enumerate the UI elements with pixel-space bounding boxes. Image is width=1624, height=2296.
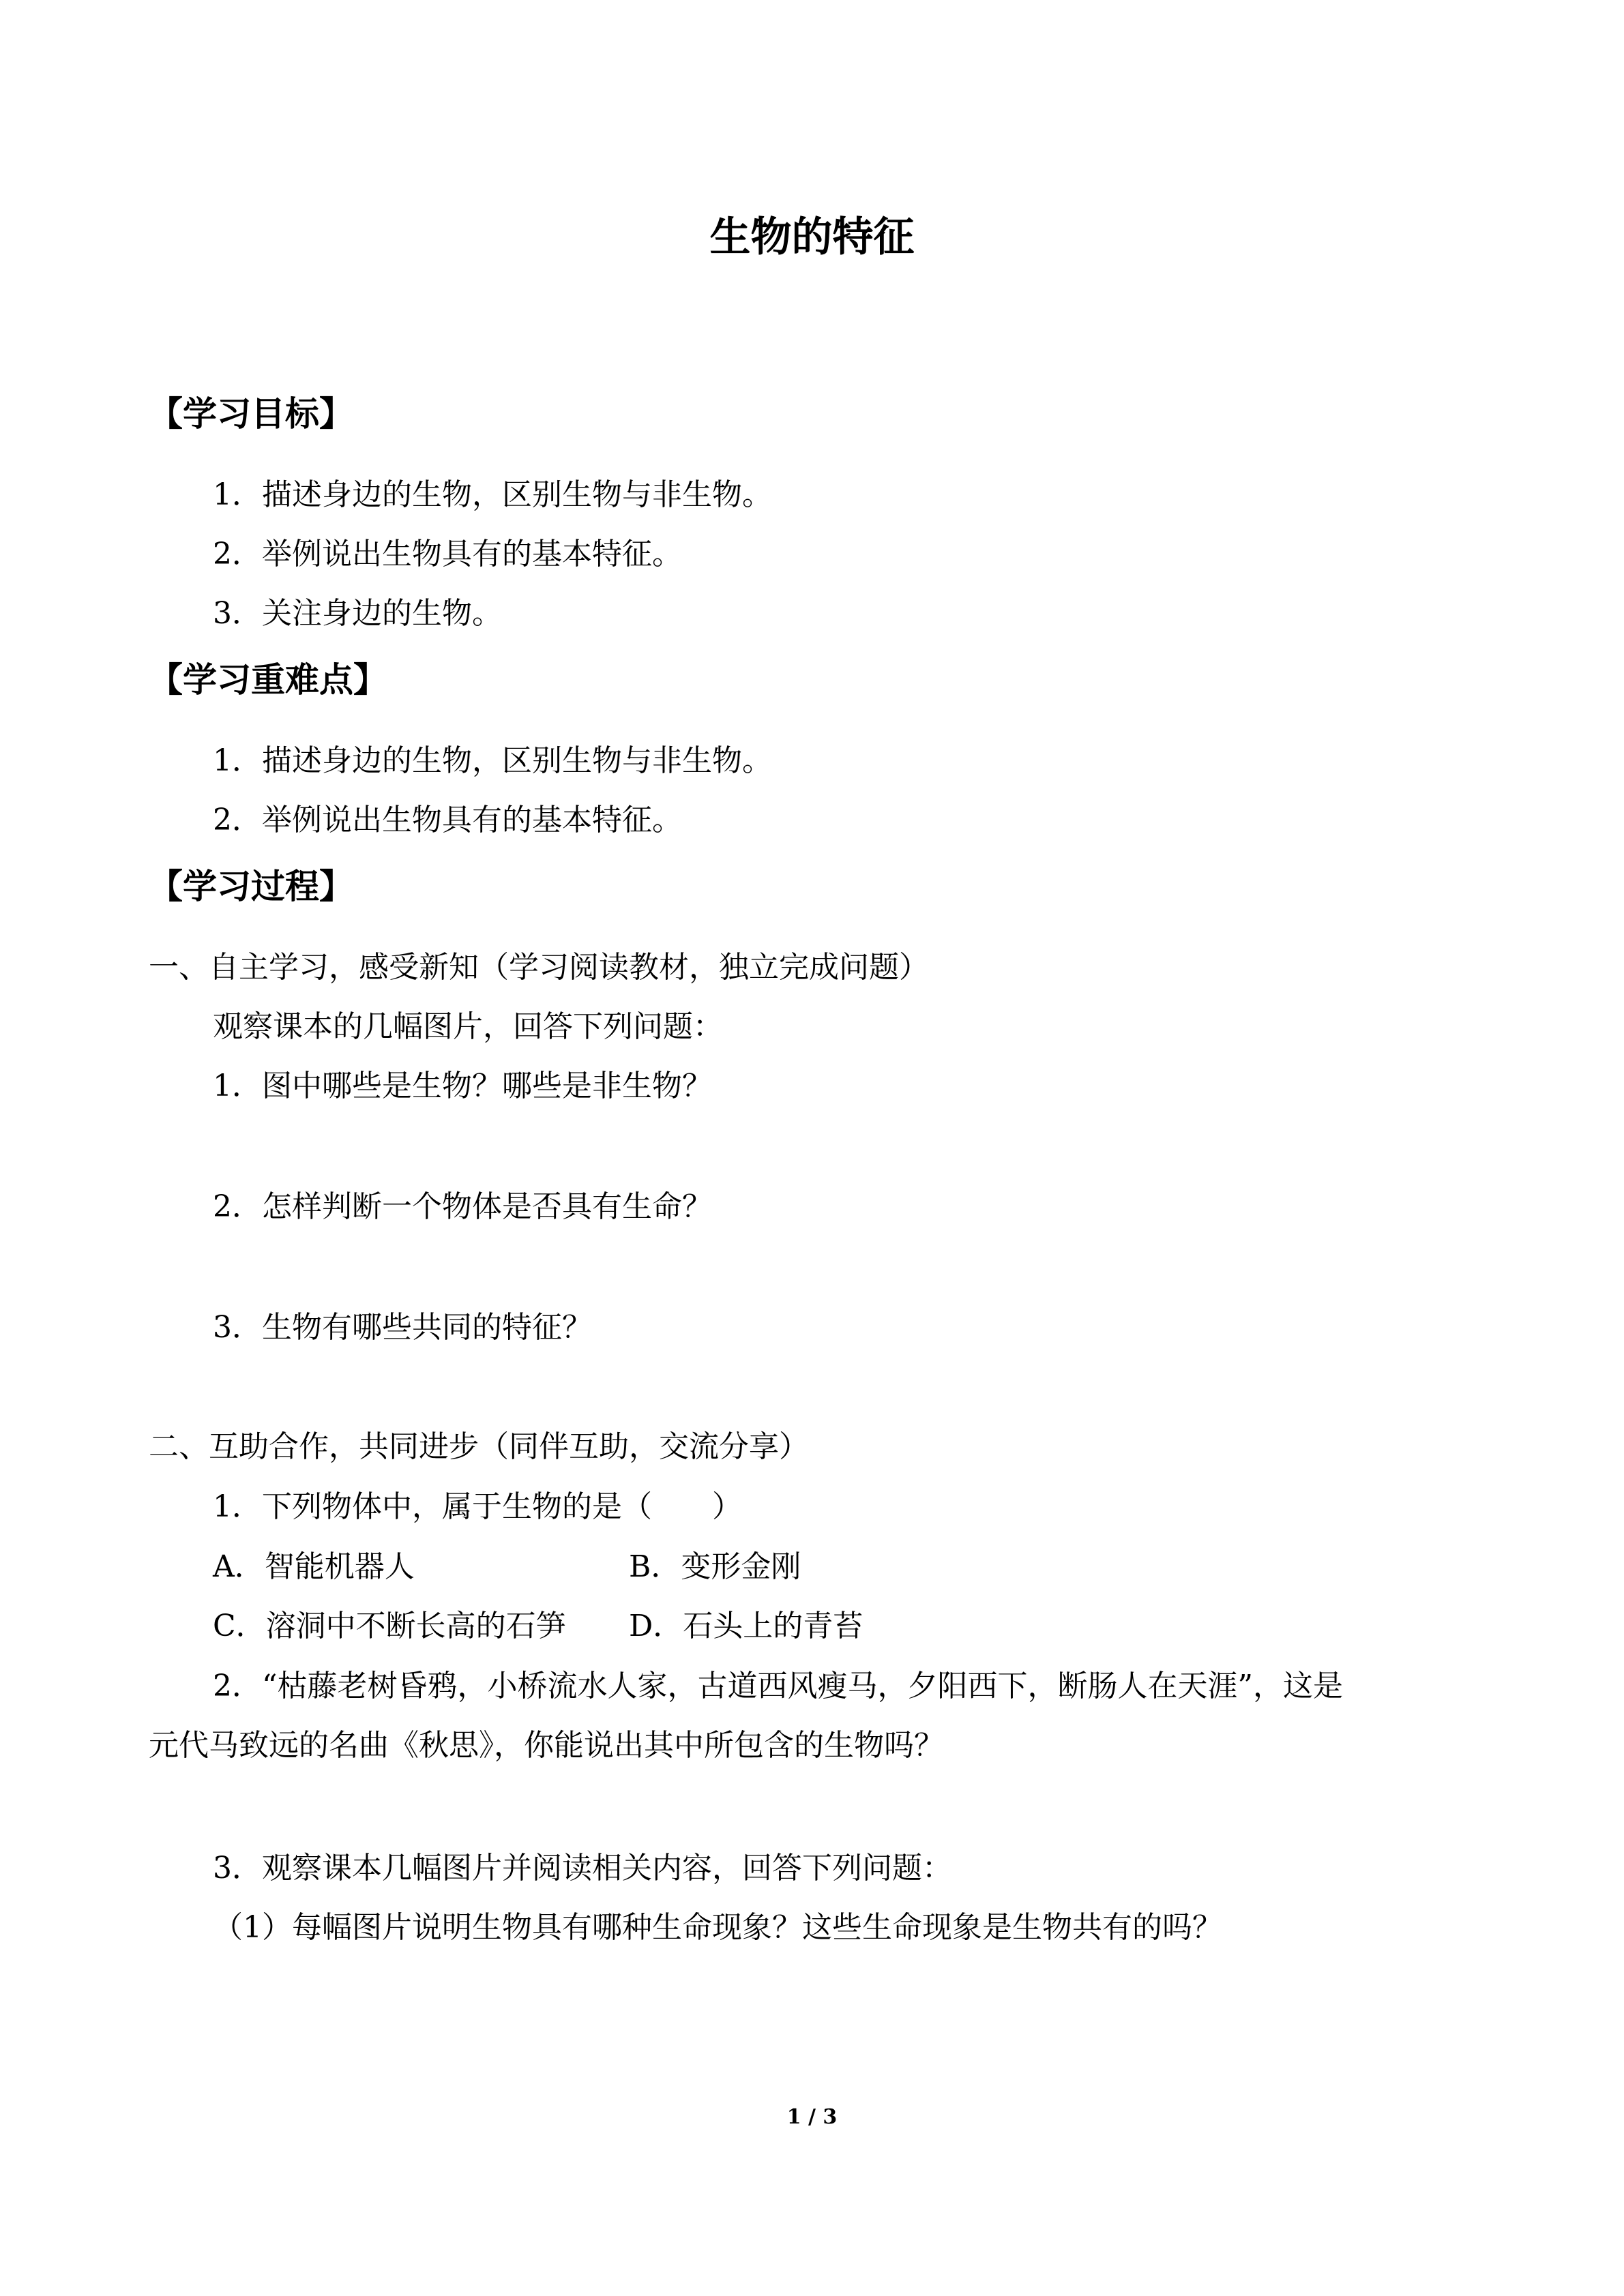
part2-q2-line1: 2．“枯藤老树昏鸦，小桥流水人家，古道西风瘦马，夕阳西下，断肠人在天涯”，这是 [213, 1669, 1343, 1703]
section-heading-process: 【学习过程】 [149, 867, 353, 906]
option-d: D．石头上的青苔 [629, 1609, 863, 1643]
section-heading-key-points: 【学习重难点】 [149, 660, 387, 700]
part1-question: 2．怎样判断一个物体是否具有生命？ [213, 1189, 712, 1224]
key-point-item: 1．描述身边的生物，区别生物与非生物。 [213, 743, 772, 778]
key-point-item: 2．举例说出生物具有的基本特征。 [213, 803, 682, 837]
goal-item: 3．关注身边的生物。 [213, 596, 502, 631]
goal-item: 2．举例说出生物具有的基本特征。 [213, 537, 682, 571]
part2-q3-stem: 3．观察课本几幅图片并阅读相关内容，回答下列问题： [213, 1851, 952, 1885]
option-a: A．智能机器人 [213, 1549, 415, 1584]
part1-question: 1．图中哪些是生物？哪些是非生物？ [213, 1069, 712, 1103]
part2-title: 二、互助合作，共同进步（同伴互助，交流分享） [149, 1429, 809, 1464]
part2-q1-stem: 1．下列物体中，属于生物的是（ ） [213, 1489, 742, 1524]
part2-q3-sub1: （1）每幅图片说明生物具有哪种生命现象？这些生命现象是生物共有的吗？ [213, 1910, 1222, 1945]
part1-title: 一、自主学习，感受新知（学习阅读教材，独立完成问题） [149, 950, 929, 985]
part2-q2-line2: 元代马致远的名曲《秋思》，你能说出其中所包含的生物吗？ [149, 1728, 944, 1763]
part1-intro: 观察课本的几幅图片，回答下列问题： [213, 1009, 723, 1044]
page-title: 生物的特征 [709, 213, 915, 261]
option-c: C．溶洞中不断长高的石笋 [213, 1609, 566, 1643]
part1-question: 3．生物有哪些共同的特征？ [213, 1310, 592, 1345]
goal-item: 1．描述身边的生物，区别生物与非生物。 [213, 477, 772, 512]
page-number: 1 / 3 [786, 2105, 838, 2129]
option-b: B．变形金刚 [629, 1549, 801, 1584]
section-heading-goals: 【学习目标】 [149, 394, 353, 434]
